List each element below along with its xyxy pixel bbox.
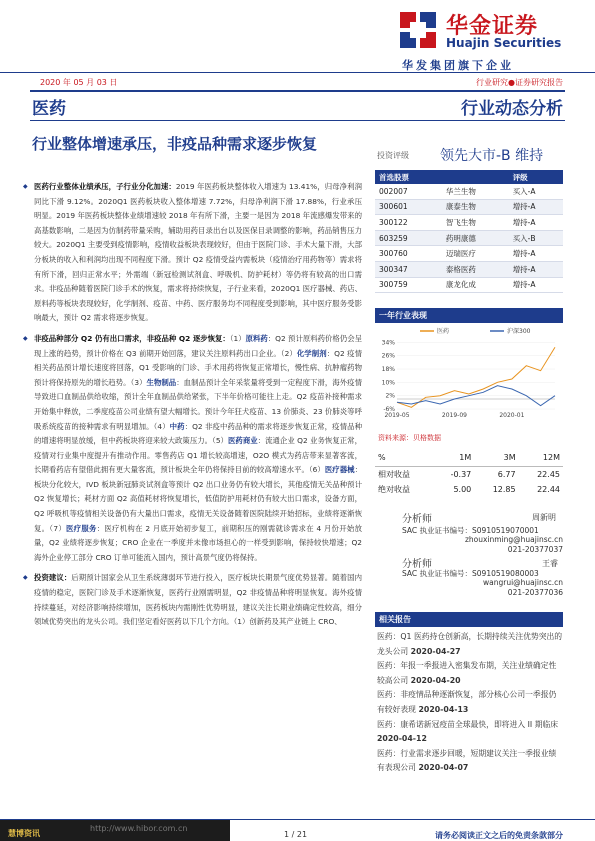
related-report-link[interactable] [377, 747, 563, 776]
paragraph-lead: 医药行业整体业绩承压，子行业分化加速： [34, 182, 176, 191]
perf-value: 22.44 [537, 485, 560, 495]
y-tick-label: 26% [381, 352, 395, 360]
table-header [442, 170, 509, 184]
paragraph-text: （1）原料药：Q2 预计原料药价格仍会呈现上涨的趋势，预计价格在 Q3 前期开始回落，建议关注原料药出口企业。（2）化学制剂：Q2 疫情相关药品预计增长速度将回落，Q1 受影响的门诊、手术用药将恢复正常增长，慢性病、抗肿瘤药物预计将保持原先的增长趋势。（3）生物制品：血制品预计全年采浆量将受到一定程度下滑，海外疫情导致进口血制品供给收缩，预计全年血制品供给紧张，下半年价格可能往上走。Q2 疫苗补接种需求开始集中释放，二季度疫苗公司业绩有望大幅增长。预计今年狂犬疫苗、13 价肺炎、23 价肺炎等呼吸系统疫苗的接种需求有明显增加。（4）中药：Q2 非疫中药品种的需求将逐步恢复正常，疫情品种的增速将明显放缓，但中药板块将迎来较大政策压力。（5）医药商业：流通企业 Q2 业务恢复正常，疫情对行业集中度提升有推动作用。零售药店 Q1 增长较高增速，O2O 模式为药店带来显著客流，长期看药店有望借此拥有更大量客流，预计板块全年仍将保持目前的较高增速水平。（6）医疗器械：板块分化较大，IVD 板块新冠肺炎试剂盒等预计 Q2 出口业务仍有较大增长，其他疫情无关品种预计 Q2 恢复增长；耗材方面 Q2 高值耗材将恢复增长，低值防护用耗材仍有较大出口需求，设备方面，Q2 呼吸机等疫情相关设备仍有大量出口需求，疫情无关设备随着医院陆续开始招标，业绩将逐渐恢复。（7）医疗服务：医疗机构在 2 月底开始初步复工，前期积压的刚需就诊需求在 4 月份开始放量，Q2 业绩将逐步恢复；CRO 企业在一季度并未像市场担心的一样受到影响，保持较快增速；Q2 海外企业停工部分 CRO 订单可能流入国内，预计高景气度仍将保持。 [34, 333, 362, 562]
table-row [375, 466, 563, 482]
perf-label: 绝对收益 [378, 485, 410, 495]
perf-value: 5.00 [453, 485, 472, 495]
perf-header: 3M [474, 450, 518, 466]
rating-label: 投资评级 [377, 151, 409, 160]
report-title: 行业整体增速承压，非疫品种需求逐步恢复 [32, 135, 318, 153]
table-row [375, 184, 563, 199]
preferred-stocks-table [375, 170, 563, 293]
related-report-date: 2020-04-20 [410, 675, 461, 685]
perf-header: 12M [519, 450, 563, 466]
related-report-date: 2020-04-13 [418, 704, 469, 714]
related-report-title: 医药：非疫情品种逐渐恢复，部分核心公司一季报仍有较好表现 [377, 690, 557, 714]
related-report-link[interactable] [377, 630, 563, 659]
related-report-date: 2020-04-12 [377, 734, 427, 744]
analyst-cert: SAC 执业证书编号：S0910519080003 [402, 569, 539, 578]
related-report-date: 2020-04-07 [418, 763, 469, 773]
y-tick-label: 2% [385, 392, 395, 400]
related-report-title: 医药：Q1 医药持仓创新高，长期持续关注优势突出的龙头公司 [377, 632, 563, 656]
related-report-date: 2020-04-27 [410, 646, 461, 656]
analysis-type: 行业动态分析 [461, 99, 563, 119]
stock-code: 002007 [375, 184, 442, 199]
subsector-term: 原料药 [245, 333, 268, 343]
related-reports-heading: 相关报告 [375, 612, 563, 627]
body-paragraph [23, 332, 362, 566]
table-row [375, 482, 563, 498]
chart-source: 资料来源：贝格数据 [378, 434, 441, 442]
y-tick-label: 18% [381, 366, 395, 373]
tagline: 华发集团旗下企业 [402, 59, 514, 72]
analyst-role: 分析师 [402, 514, 432, 525]
huajin-logo-icon [398, 10, 438, 50]
report-date: 2020 年 05 月 03 日 [40, 78, 118, 87]
stock-rating: 买入-A [509, 184, 563, 199]
body-paragraph [23, 180, 362, 326]
subsector-term: 化学制剂 [296, 348, 327, 358]
report-type: 行业研究●证券研究报告 [476, 78, 563, 87]
related-report-title: 医药：年报一季报进入密集发布期，关注业绩确定性较高公司 [377, 661, 557, 685]
table-row [375, 277, 563, 293]
diamond-bullet-icon: ◆ [23, 183, 28, 190]
related-report-link[interactable] [377, 659, 563, 688]
subsector-term: 医药商业 [227, 436, 258, 446]
analyst-role: 分析师 [402, 559, 432, 570]
related-report-link[interactable] [377, 688, 563, 717]
stock-name: 智飞生物 [442, 215, 509, 231]
logo-chinese: 华金证券 [446, 14, 539, 39]
paragraph-text: 后期预计国家会从卫生系统薄弱环节进行投入，医疗板块长期景气度优势显著。随着国内疫情的稳定，医院门诊及手术逐渐恢复，医药行业刚需明显，Q2 非疫情品种将明显恢复。海外疫情持续蔓延，对经济影响持续增加，医药板块内需刚性优势明显，建议关注长期业绩确定性较高，细分领域优势突出的龙头公司。我们坚定看好医药以下几个方向。（1）创新药及其产业链上 CRO、 [34, 573, 362, 627]
perf-header: % [375, 450, 433, 466]
stock-code: 300347 [375, 261, 442, 277]
stock-code: 300601 [375, 199, 442, 215]
perf-header: 1M [433, 450, 474, 466]
performance-chart [375, 325, 563, 425]
perf-value: 22.45 [537, 469, 560, 479]
x-tick-label: 2020-01 [499, 412, 525, 419]
stock-rating: 买入-B [509, 230, 563, 246]
y-tick-label: -6% [383, 406, 395, 413]
stock-rating: 增持-A [509, 199, 563, 215]
perf-value: 12.85 [492, 485, 516, 495]
stock-code: 300760 [375, 246, 442, 262]
related-reports-list [377, 630, 563, 776]
sector-name: 医药 [32, 99, 66, 119]
diamond-bullet-icon: ◆ [23, 334, 28, 342]
analyst-name: 周新明 [532, 513, 556, 522]
diamond-bullet-icon: ◆ [23, 574, 28, 582]
related-report-title: 医药：康希诺新冠疫苗全球最快，即将进入 II 期临床 [377, 719, 559, 729]
rating-value: 领先大市-B 维持 [440, 148, 544, 164]
watermark-url[interactable]: http://www.hibor.com.cn [90, 824, 188, 833]
stock-code: 300759 [375, 277, 442, 293]
analyst-phone: 021-20377036 [507, 588, 563, 597]
section-divider [30, 90, 565, 92]
stock-rating: 增持-A [509, 277, 563, 293]
stock-name: 康龙化成 [442, 277, 509, 293]
y-tick-label: 10% [381, 379, 395, 387]
stock-code: 300122 [375, 215, 442, 231]
subsector-term: 中药 [169, 421, 185, 431]
stock-rating: 增持-A [509, 215, 563, 231]
analyst-cert: SAC 执业证书编号：S0910519070001 [402, 526, 539, 535]
x-tick-label: 2019-05 [384, 412, 410, 419]
analyst-email: zhouxinming@huajinsc.cn [464, 535, 563, 544]
series-line-pharma [397, 347, 555, 407]
paragraph-lead: 投资建议： [34, 573, 72, 583]
analyst-email: wangrui@huajinsc.cn [483, 578, 563, 587]
stock-name: 迈瑞医疗 [442, 246, 509, 262]
table-header: 首选股票 [375, 170, 442, 184]
legend-label: 医药 [437, 328, 450, 335]
body-paragraph [23, 571, 362, 629]
stock-rating: 增持-A [509, 246, 563, 262]
table-row [375, 215, 563, 231]
paragraph-text: 2019 年医药板块整体收入增速为 13.41%，归母净利润同比下滑 9.12%。2020Q1 医药板块收入整体增速 7.72%，归母净利润下滑 17.88%，行业承压明显。2019 年医药板块整体业绩增速较 2018 年有所下滑，主要一是因为 2018 年流感爆发带来的高基数影响，二是因为仿制药带量采购，辅助用药目录出台以及医保目录调整的影响，药品销售压力较大。2020Q1 主要受到疫情影响，疫情收益板块表现较好，但由于医院门诊、手术大量下滑，大部分板块的收入和利润均出现不同程度下滑。预计 Q2 疫情受益内需板块（疫情治疗用药物等）需求将有所下滑，回归正常水平；外需端（新冠检测试剂盒、呼吸机、防护耗材）等仍将有较高的出口需求。非疫品种随着医院门诊手术的恢复，需求将持续恢复，子行业来看，2020Q1 医疗器械、药店、原料药等板块表现较好，化学制剂、疫苗、中药、医疗服务均不同程度受到影响，其中医疗服务受影响最大，预计 Q2 需求将逐步恢复。 [34, 182, 362, 323]
stock-rating: 增持-A [509, 261, 563, 277]
subsector-term: 医疗服务 [66, 523, 97, 533]
logo-english: Huajin Securities [446, 36, 562, 50]
trend-heading: 一年行业表现 [375, 308, 563, 323]
subsector-term: 医疗器械 [324, 465, 355, 475]
x-tick-label: 2019-09 [441, 412, 467, 419]
table-row [375, 199, 563, 215]
stock-name: 康泰生物 [442, 199, 509, 215]
page-number: 1 / 21 [284, 830, 308, 839]
related-report-title: 医药：行业需求逐步回暖，短期建议关注一季报业绩有表现公司 [377, 748, 557, 773]
perf-value: 6.77 [497, 469, 516, 479]
subsector-term: 生物制品 [146, 377, 177, 387]
header-divider [0, 72, 595, 73]
stock-name: 药明康德 [442, 230, 509, 246]
stock-name: 泰格医药 [442, 261, 509, 277]
stock-name: 华兰生物 [442, 184, 509, 199]
section-divider-lower [30, 120, 565, 121]
analyst-phone: 021-20377037 [507, 545, 563, 554]
perf-label: 相对收益 [378, 469, 410, 479]
table-header: 评级 [509, 170, 563, 184]
y-tick-label: 34% [381, 339, 395, 347]
table-row [375, 246, 563, 262]
legend-label: 沪深300 [507, 328, 531, 335]
disclaimer: 请务必阅读正文之后的免责条款部分 [435, 831, 563, 840]
analyst-name: 王睿 [542, 559, 558, 568]
paragraph-lead: 非疫品种部分 Q2 仍有出口需求，非疫品种 Q2 逐步恢复： [34, 333, 230, 343]
related-report-link[interactable] [377, 718, 563, 747]
table-row [375, 230, 563, 246]
report-body [23, 180, 362, 636]
table-row [375, 261, 563, 277]
performance-table [375, 450, 563, 498]
stock-code: 603259 [375, 230, 442, 246]
perf-value: -0.37 [450, 469, 472, 479]
watermark-brand: 慧博资讯 [8, 829, 40, 838]
